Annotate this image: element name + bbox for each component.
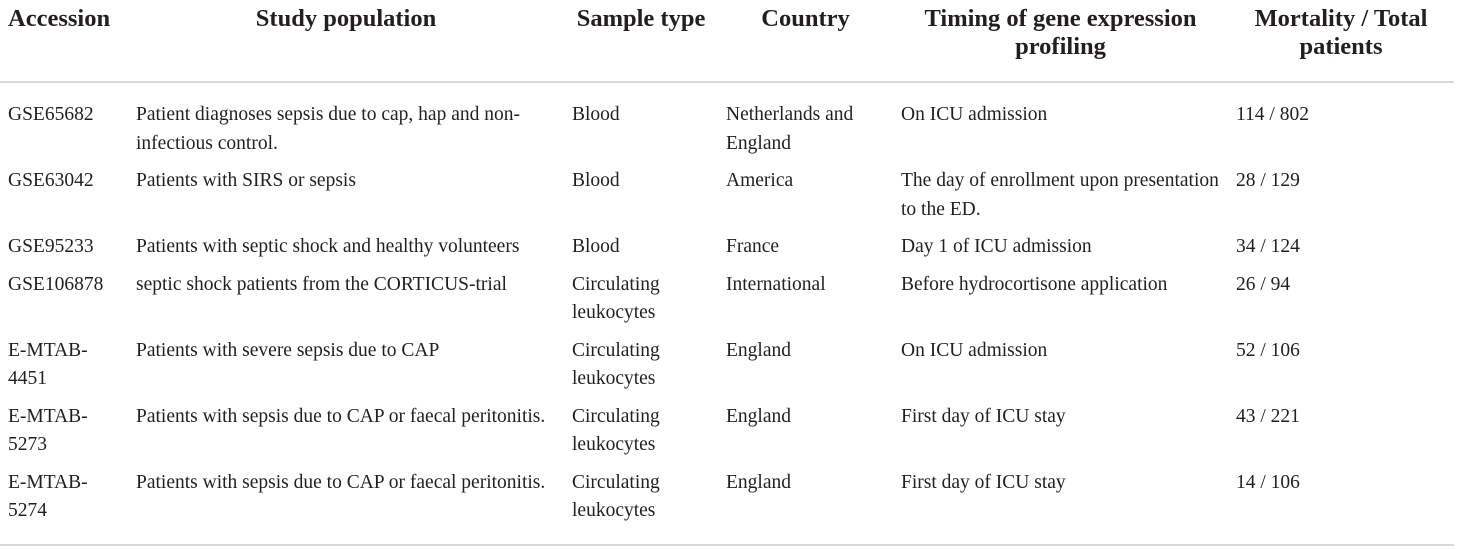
cell-study-population: Patients with sepsis due to CAP or faecal peritonitis.: [136, 405, 546, 427]
table-row: [0, 469, 1454, 545]
header-row: [0, 0, 1454, 82]
cell-study-population: Patient diagnoses sepsis due to cap, hap and non-infectious control.: [136, 104, 520, 154]
table-row: [0, 271, 1454, 337]
cell-accession: E-MTAB-5274: [0, 469, 128, 545]
header-accession: Accession: [0, 0, 128, 82]
cell-study-population: Patients with sepsis due to CAP or faecal peritonitis.: [128, 469, 564, 545]
cell-country: America: [726, 170, 794, 191]
header-mortality: Mortality / Total patients: [1228, 0, 1454, 82]
header-country: Country: [718, 0, 893, 82]
cell-timing: The day of enrollment upon presentation to the ED.: [901, 170, 1219, 220]
cell-country: Netherlands and England: [726, 104, 854, 154]
cell-study-population: Patients with SIRS or sepsis: [136, 170, 356, 191]
cell-sample-type: Circulating leukocytes: [572, 273, 660, 323]
table-body: [0, 82, 1454, 545]
cell-mortality: 43 / 221: [1236, 405, 1300, 427]
table-row: [0, 403, 1454, 469]
cell-sample-type: Blood: [572, 236, 620, 257]
cell-country: England: [726, 339, 791, 361]
cell-country: France: [726, 236, 780, 257]
table-row: [0, 233, 1454, 271]
cell-timing: Before hydrocortisone application: [901, 273, 1168, 295]
cell-mortality: 114 / 802: [1236, 104, 1309, 125]
cell-study-population: septic shock patients from the CORTICUS-trial: [136, 273, 507, 295]
cell-sample-type: Circulating leukocytes: [564, 469, 718, 545]
cell-timing: Day 1 of ICU admission: [901, 236, 1092, 257]
cell-mortality: 52 / 106: [1236, 339, 1300, 361]
cell-mortality: 14 / 106: [1228, 469, 1454, 545]
header-timing: Timing of gene expression profiling: [893, 0, 1228, 82]
cell-sample-type: Circulating leukocytes: [572, 339, 660, 389]
cell-study-population: Patients with severe sepsis due to CAP: [136, 339, 440, 361]
table-row: [0, 337, 1454, 403]
cell-mortality: 34 / 124: [1236, 236, 1300, 257]
table-row: [0, 167, 1454, 233]
header-sample-type: Sample type: [564, 0, 718, 82]
cell-accession: E-MTAB-5273: [8, 405, 88, 455]
header-study-population: Study population: [128, 0, 564, 82]
cell-country: England: [718, 469, 893, 545]
cell-timing: On ICU admission: [901, 339, 1048, 361]
cell-timing: On ICU admission: [901, 104, 1048, 125]
cell-accession: E-MTAB-4451: [8, 339, 88, 389]
cell-sample-type: Circulating leukocytes: [572, 405, 660, 455]
cell-sample-type: Blood: [572, 104, 620, 125]
cell-accession: GSE95233: [8, 236, 94, 257]
cell-mortality: 26 / 94: [1236, 273, 1291, 295]
cell-timing: First day of ICU stay: [901, 405, 1066, 427]
cell-accession: GSE63042: [8, 170, 94, 191]
cell-mortality: 28 / 129: [1236, 170, 1300, 191]
cell-country: England: [726, 405, 791, 427]
cell-country: International: [726, 273, 826, 295]
cell-accession: GSE65682: [8, 104, 94, 125]
cell-study-population: Patients with septic shock and healthy volunteers: [136, 236, 520, 257]
cell-sample-type: Blood: [572, 170, 620, 191]
table-row: [0, 82, 1454, 167]
cell-timing: First day of ICU stay: [893, 469, 1228, 545]
table-header: [0, 0, 1454, 82]
cell-accession: GSE106878: [8, 273, 104, 295]
